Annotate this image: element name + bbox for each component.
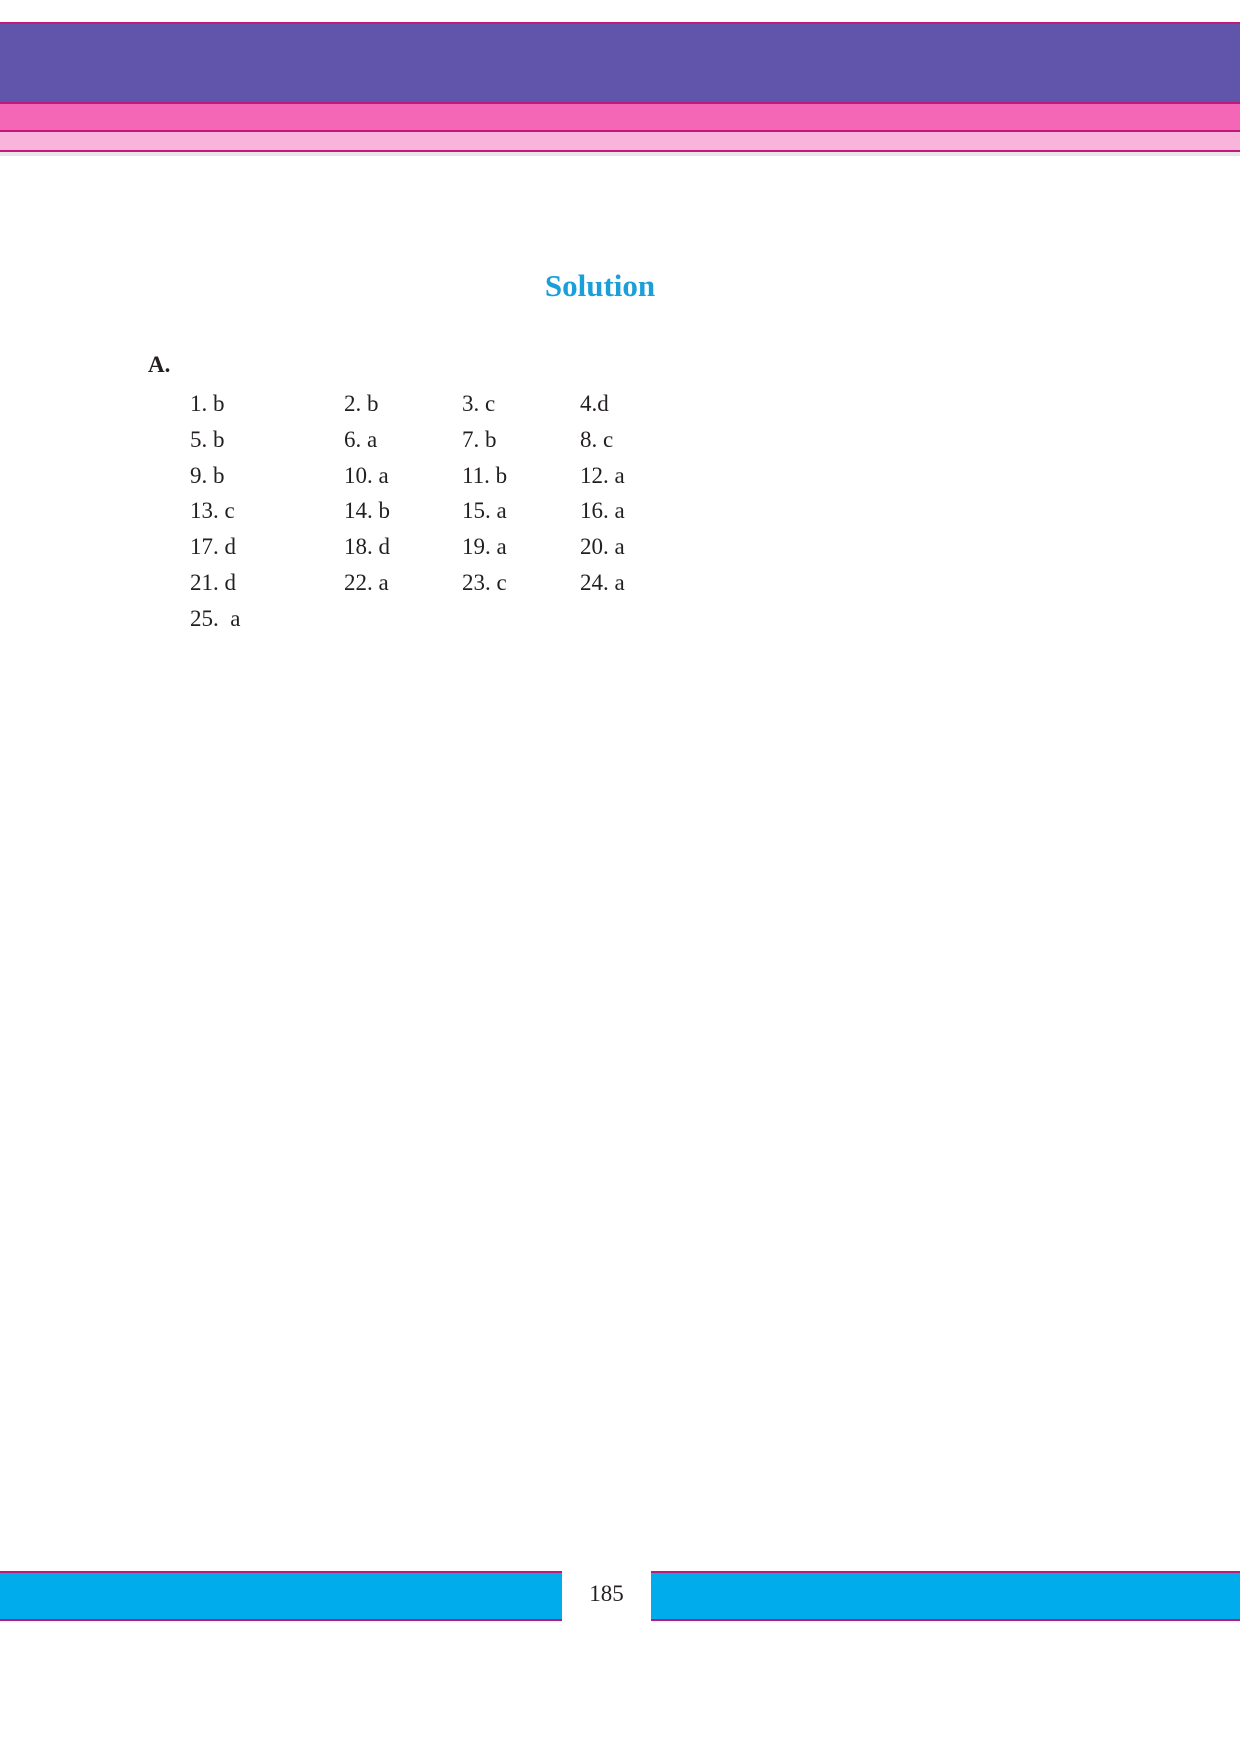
answer-item: 2. b	[344, 391, 379, 416]
answer-item: 22. a	[344, 569, 389, 595]
page-title: Solution	[544, 268, 656, 303]
answer-item: 1. b	[190, 391, 225, 416]
answer-item: 17. d	[190, 534, 236, 560]
footer-bar-left	[0, 1571, 562, 1621]
header-band-light-pink	[0, 132, 1240, 152]
answer-item: 21. d	[190, 569, 236, 595]
answer-item: 18. d	[344, 534, 390, 560]
answer-item: 20. a	[580, 534, 625, 560]
answer-item: 6. a	[344, 426, 378, 452]
answer-item: 10. a	[344, 462, 389, 488]
answer-item: 8. c	[580, 426, 614, 452]
answer-item: 19. a	[462, 534, 507, 560]
header-band-shadow	[0, 152, 1240, 156]
answer-item: 11. b	[462, 462, 508, 488]
section-label: A.	[148, 352, 171, 377]
answer-item: 15. a	[462, 498, 507, 524]
header-band-pink	[0, 104, 1240, 132]
answer-item: 23. c	[462, 569, 507, 595]
footer-bar-right	[651, 1571, 1240, 1621]
answer-item: 7. b	[462, 426, 497, 452]
answer-item: 3. c	[462, 391, 496, 416]
answer-item: 16. a	[580, 498, 625, 524]
answer-item: 9. b	[190, 462, 225, 488]
answer-item: 12. a	[580, 462, 625, 488]
answer-item: 25. a	[190, 605, 241, 631]
answer-item: 5. b	[190, 426, 225, 452]
header-band-purple	[0, 22, 1240, 104]
answer-item: 13. c	[190, 498, 235, 524]
answer-item: 4.d	[580, 391, 609, 416]
answer-item: 14. b	[344, 498, 390, 524]
answer-grid	[190, 388, 700, 639]
answer-item: 24. a	[580, 569, 625, 595]
page-number: 185	[589, 1581, 624, 1606]
